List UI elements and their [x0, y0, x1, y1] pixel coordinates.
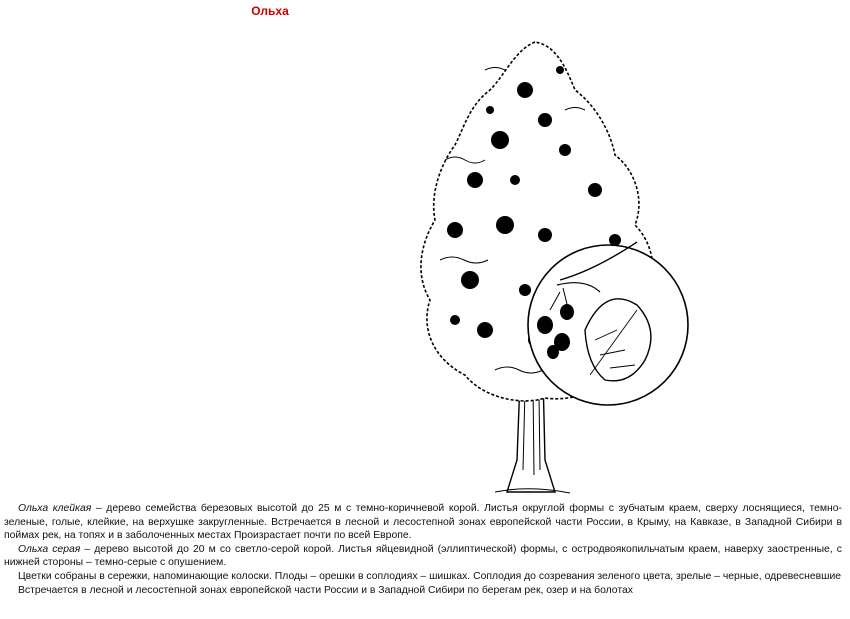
paragraph-habitat	[4, 584, 842, 598]
paragraph-text: – дерево высотой до 20 м со светло-серой корой. Листья яйцевидной (эллиптической) формы, с остродвоякопильчатым краем, наверху заостренные, с нижней стороны – темно-серые с опушением.	[4, 543, 842, 569]
description-text	[4, 502, 842, 597]
paragraph-alnus-glutinosa	[4, 502, 842, 543]
paragraph-text: – дерево семейства березовых высотой до 25 м с темно-коричневой корой. Листья округлой формы с зубчатым краем, сверху лоснящиеся, темно-зеленые, голые, клейкие, на верхушке закругленные. Встречается в лесной и лесостепной зонах европейской части России, в Крыму, на Кавказе, в Западной Сибири в поймах рек, на топях и в заболоченных местах Произрастает почти по всей Европе.	[4, 503, 842, 542]
paragraph-text: Цветки собраны в сережки, напоминающие колоски. Плоды – орешки в соплодиях – шишках. Соплодия до созревания зеленого цвета, зрелые – черные, одревесневшие	[18, 570, 842, 582]
page-title: Ольха	[251, 4, 289, 18]
paragraph-flowers-fruits	[4, 570, 842, 584]
term-alnus-incana: Ольха серая	[18, 543, 81, 555]
paragraph-alnus-incana	[4, 543, 842, 570]
paragraph-text: Встречается в лесной и лесостепной зонах европейской части России и в Западной Сибири по берегам рек, озер и на болотах	[18, 584, 633, 596]
alder-tree-illustration	[395, 30, 695, 500]
term-alnus-glutinosa: Ольха клейкая	[18, 503, 92, 514]
